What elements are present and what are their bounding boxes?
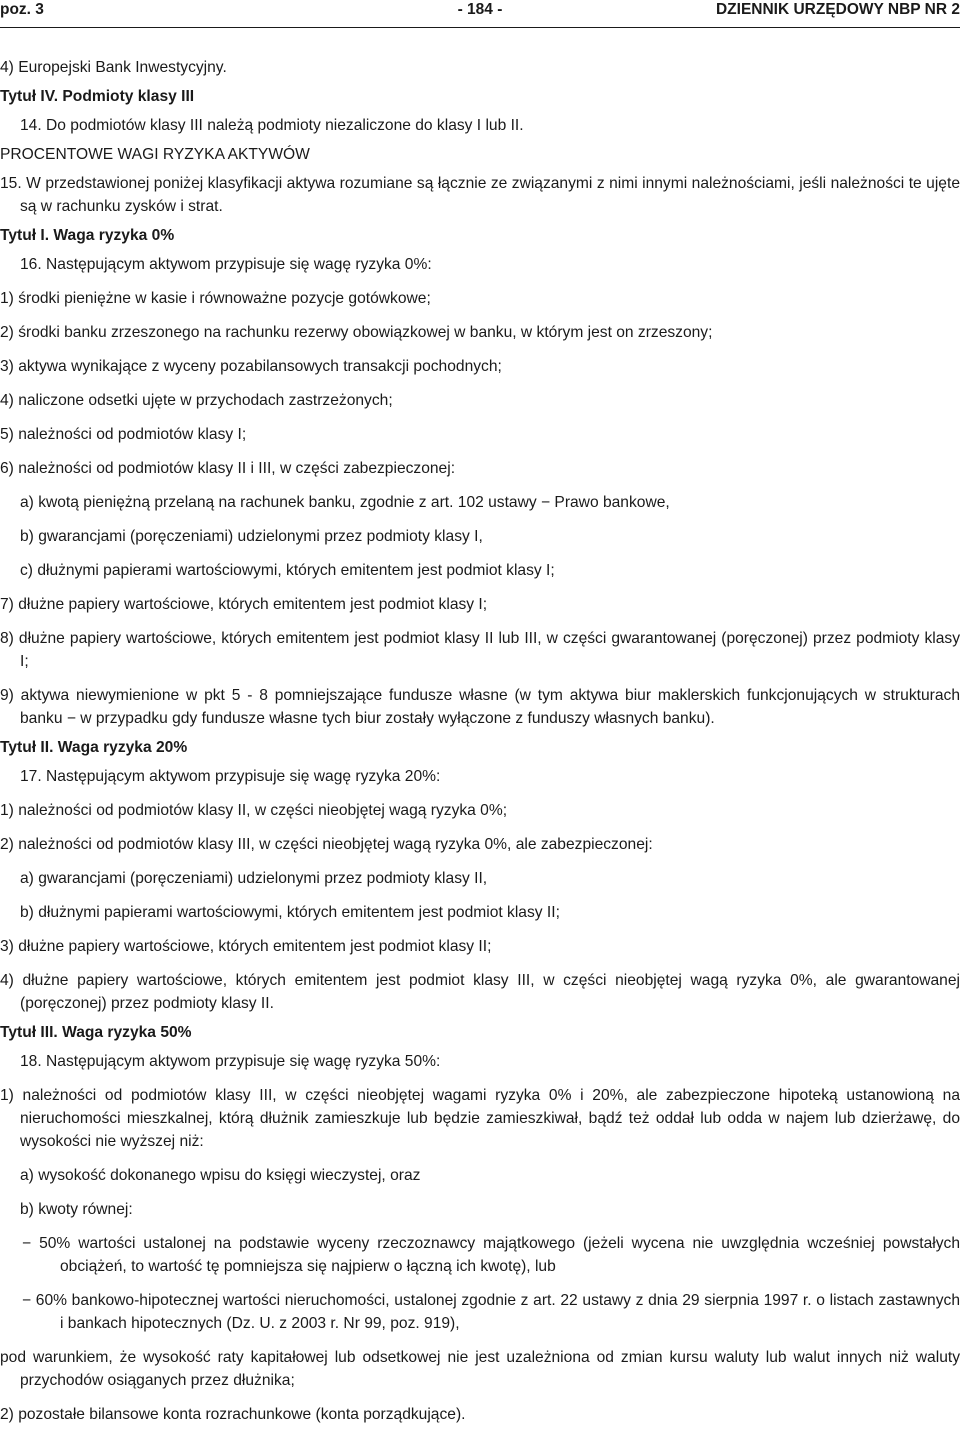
sub-list-item: c) dłużnymi papierami wartościowymi, których emitentem jest podmiot klasy I; (20, 562, 555, 579)
page-header (0, 0, 960, 24)
sub-list-item: a) wysokość dokonanego wpisu do księgi wieczystej, oraz (20, 1167, 421, 1184)
journal-title: DZIENNIK URZĘDOWY NBP NR 2 (715, 1, 960, 18)
paragraph-14: 14. Do podmiotów klasy III należą podmioty niezaliczone do klasy I lub II. (20, 117, 524, 134)
section-heading: Tytuł IV. Podmioty klasy III (0, 88, 195, 105)
dash-item: − 50% wartości ustalonej na podstawie wyceny rzeczoznawcy majątkowego (jeżeli wycena nie uwzględnia wcześniej powstałych obciążeń, to wartość tę pomniejsza się najpierw o łączną ich kwotę), lub (22, 1235, 960, 1275)
list-item: 5) należności od podmiotów klasy I; (0, 426, 247, 443)
paragraph-15: 15. W przedstawionej poniżej klasyfikacji aktywa rozumiane są łącznie ze związanymi z nimi innymi należnościami, jeśli należności te ujęte są w rachunku zysków i strat. (0, 175, 960, 215)
section-heading: Tytuł I. Waga ryzyka 0% (0, 227, 175, 244)
list-item: 1) środki pieniężne w kasie i równoważne pozycje gotówkowe; (0, 290, 431, 307)
condition-paragraph: pod warunkiem, że wysokość raty kapitałowej lub odsetkowej nie jest uzależniona od zmian kursu waluty lub walut innych niż waluty przychodów osiąganych przez dłużnika; (0, 1349, 960, 1389)
document-body (0, 56, 960, 1432)
sub-list-item: b) kwoty równej: (20, 1201, 133, 1218)
list-item: 2) pozostałe bilansowe konta rozrachunkowe (konta porządkujące). (0, 1406, 466, 1423)
list-item: 7) dłużne papiery wartościowe, których emitentem jest podmiot klasy I; (0, 596, 488, 613)
list-item: 9) aktywa niewymienione w pkt 5 - 8 pomniejszające fundusze własne (w tym aktywa biur maklerskich funkcjonujących w strukturach banku − w przypadku gdy fundusze własne tych biur zostały wyłączone z funduszy własnych banku). (0, 687, 960, 727)
dash-item: − 60% bankowo-hipotecznej wartości nieruchomości, ustalonej zgodnie z art. 22 ustawy z dnia 29 sierpnia 1997 r. o listach zastawnych i bankach hipotecznych (Dz. U. z 2003 r. Nr 99, poz. 919), (22, 1292, 960, 1332)
sub-list-item: b) dłużnymi papierami wartościowymi, których emitentem jest podmiot klasy II; (20, 904, 560, 921)
list-item: 4) naliczone odsetki ujęte w przychodach zastrzeżonych; (0, 392, 393, 409)
list-item: 2) należności od podmiotów klasy III, w części nieobjętej wagą ryzyka 0%, ale zabezpieczonej: (0, 836, 653, 853)
sub-list-item: a) kwotą pieniężną przelaną na rachunek banku, zgodnie z art. 102 ustawy − Prawo bankowe, (20, 494, 670, 511)
list-item: 3) aktywa wynikające z wyceny pozabilansowych transakcji pochodnych; (0, 358, 502, 375)
section-heading: Tytuł II. Waga ryzyka 20% (0, 739, 188, 756)
list-item: 4) Europejski Bank Inwestycyjny. (0, 59, 227, 76)
section-heading: Tytuł III. Waga ryzyka 50% (0, 1024, 192, 1041)
list-item: 3) dłużne papiery wartościowe, których emitentem jest podmiot klasy II; (0, 938, 492, 955)
header-divider (0, 27, 960, 28)
list-item: 1) należności od podmiotów klasy III, w części nieobjętej wagami ryzyka 0% i 20%, ale zabezpieczone hipoteką ustanowioną na nieruchomości mieszkalnej, którą dłużnik zamieszkuje lub będzie zamieszkiwał, bądź też oddał lub odda w najem lub dzierżawę, do wysokości nie wyższej niż: (0, 1087, 960, 1150)
paragraph-17: 17. Następującym aktywom przypisuje się wagę ryzyka 20%: (20, 768, 441, 785)
paragraph-18: 18. Następującym aktywom przypisuje się wagę ryzyka 50%: (20, 1053, 441, 1070)
page-number: - 184 - (457, 1, 503, 18)
page-position-label: poz. 3 (0, 1, 44, 18)
list-item: 4) dłużne papiery wartościowe, których emitentem jest podmiot klasy III, w części nieobjętej wagą ryzyka 0%, ale gwarantowanej (poręczonej) przez podmioty klasy II. (0, 972, 960, 1012)
chapter-heading: PROCENTOWE WAGI RYZYKA AKTYWÓW (0, 146, 310, 163)
sub-list-item: b) gwarancjami (poręczeniami) udzielonymi przez podmioty klasy I, (20, 528, 483, 545)
list-item: 1) należności od podmiotów klasy II, w części nieobjętej wagą ryzyka 0%; (0, 802, 508, 819)
sub-list-item: a) gwarancjami (poręczeniami) udzielonymi przez podmioty klasy II, (20, 870, 488, 887)
list-item: 2) środki banku zrzeszonego na rachunku rezerwy obowiązkowej w banku, w którym jest on zrzeszony; (0, 324, 713, 341)
paragraph-16: 16. Następującym aktywom przypisuje się wagę ryzyka 0%: (20, 256, 432, 273)
list-item: 8) dłużne papiery wartościowe, których emitentem jest podmiot klasy II lub III, w części gwarantowanej (poręczonej) przez podmioty klasy I; (0, 630, 960, 670)
list-item: 6) należności od podmiotów klasy II i III, w części zabezpieczonej: (0, 460, 456, 477)
